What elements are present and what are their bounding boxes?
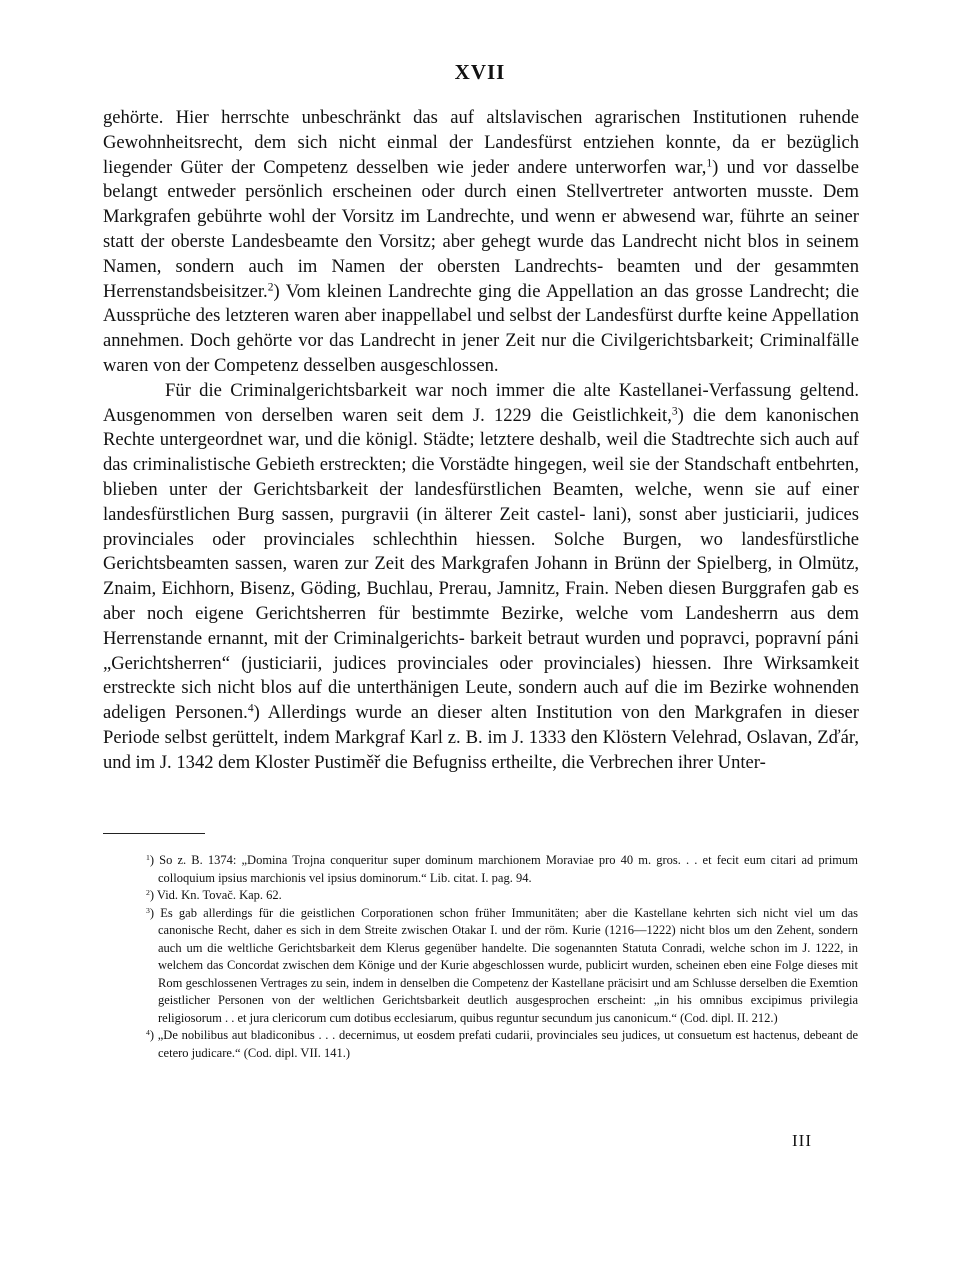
footnote-ref-4: 4 — [247, 702, 254, 715]
footnote-text: ) „De nobilibus aut bladiconibus . . . decernimus, ut eosdem prefati cudarii, provinciales seu judices, ut consuetum est hactenus, debeant de cetero judicare.“ (Cod. dipl. VII. 141.) — [149, 1028, 858, 1060]
page-number: XVII — [454, 60, 506, 84]
paragraph-2-text-a: Für die Criminalgerichtsbarkeit war noch immer die alte Kastellanei-Verfassung geltend. Ausgenommen von derselben waren seit dem J. 1229 die Geistlichkeit, — [103, 379, 859, 426]
signature-mark: III — [792, 1131, 812, 1150]
footnote-3 — [146, 905, 858, 1028]
paragraph-1-text-a: gehörte. Hier herrschte unbeschränkt das auf altslavischen agrarischen Institutionen ruhende Gewohnheitsrecht, dem sich nicht einmal der Landesfürst entziehen konnte, da er bezüglich liegender Güter der Competenz desselben wie jeder andere unterworfen war, — [103, 107, 859, 178]
footnote-separator — [103, 833, 205, 834]
footnote-ref-2: 2 — [267, 281, 274, 294]
paragraph-1-text-b: ) und vor dasselbe belangt entweder persönlich erscheinen oder durch einen Stellvertreter antworten musste. Dem Markgrafen gebührte wohl der Vorsitz im Landrechte, und wenn er abwesend war, führte an seiner statt der oberste Landesbeamte den Vorsitz; aber gehegt wurde das Landrecht nicht blos in seinem Namen, sondern auch im Namen der obersten Landrechts- beamten und der gesammten Herrenstandsbeisitzer. — [103, 156, 859, 302]
paragraph-1-text-c: ) Vom kleinen Landrechte ging die Appellation an das grosse Landrecht; die Aussprüche des letzteren waren aber inappellabel und selbst der Landesfürst durfte keine Appellation annehmen. Doch gehörte vor das Landrecht in jener Zeit nur die Civilgerichtsbarkeit; Criminalfälle waren von der Competenz desselben ausgeschlossen. — [103, 280, 859, 376]
footnotes — [146, 852, 858, 1062]
footnote-mark: 3 — [146, 905, 150, 915]
paragraph-2-text-b: ) die dem kanonischen Rechte untergeordnet war, und die königl. Städte; letztere deshalb, weil die Stadtrechte sich auch auf das criminalistische Gebieth erstreckten; die Vorstädte hingegen, weil sie der Standschaft entbehrten, blieben unter der Gerichtsbarkeit der landesfürstlichen Beamten, welche, wenn sie auf einer landesfürstlichen Burg sassen, purgravii (in älterer Zeit castel- lani), sonst aber justiciarii, judices provinciales oder provinciales schlechthin hiessen. Solche Burgen, wo landesfürstliche Gerichtsbeamten sassen, waren zur Zeit des Markgrafen Johann in Brünn der Spielberg, in Olmütz, Znaim, Eichhorn, Bisenz, Göding, Buchlau, Prerau, Jamnitz, Frain. Neben diesen Burggrafen gab es aber noch eigene Gerichtsherren für bestimmte Bezirke, welche vom Landesherrn aus dem Herrenstande ernannt, mit der Criminalgerichts- barkeit betraut wurden und popravci, popravní páni „Gerichtsherren“ (justiciarii, judices provinciales oder provinciales) hiessen. Ihre Wirksamkeit erstreckte sich nicht blos auf die unterthänigen Leute, sondern auch auf die im Bezirke wohnenden adeligen Personen. — [103, 404, 859, 724]
paragraph-1 — [103, 106, 859, 379]
footnote-mark: 1 — [146, 852, 150, 862]
footnote-ref-1: 1 — [706, 157, 713, 170]
footnote-mark: 4 — [146, 1027, 150, 1037]
footnote-1 — [146, 852, 858, 887]
paragraph-2 — [103, 379, 859, 776]
footnote-mark: 2 — [146, 887, 150, 897]
footnote-4 — [146, 1027, 858, 1062]
paragraph-2-text-c: ) Allerdings wurde an dieser alten Institution von den Markgrafen in dieser Periode selbst gerüttelt, indem Markgraf Karl z. B. im J. 1333 den Klöstern Velehrad, Oslavan, Zďár, und im J. 1342 dem Kloster Pustiměř die Befugniss ertheilte, die Verbrechen ihrer Unter- — [103, 702, 860, 773]
footnote-text: ) So z. B. 1374: „Domina Trojna conqueritur super dominum marchionem Moraviae pro 40 m. gros. . . et fecit eum citari ad primum colloquium ipsius marchionis vel ipsius dominorum.“ Lib. citat. I. pag. 94. — [149, 853, 858, 885]
footnote-text: ) Vid. Kn. Tovač. Kap. 62. — [149, 888, 282, 902]
body-text — [103, 106, 859, 776]
footnote-text: ) Es gab allerdings für die geistlichen Corporationen schon früher Immunitäten; aber die Kastellane kehrten sich nicht viel um das canonische Recht, daher es sich in dem Streite zwischen Otakar I. und der röm. Kurie (1216—1222) nicht blos um den Zehent, sondern auch um die weltliche Gerichtsbarkeit dem Klerus gegenüber handelte. Die sogenannten Statuta Conradi, welche schon im J. 1222, in welchem das Concordat zwischen dem Könige und der Kurie abgeschlossen wurde, publicirt wurden, scheinen eben eine Folge dieses mit Rom geschlossenen Vertrages zu sein, indem in denselben die Competenz der Kastellane präcisirt und am Schlusse derselben die Exemtion geistlicher Personen von der weltlichen Gerichtsbarkeit deutlich ausgesprochen erscheint: „in his omnibus excipimus privilegia religiosorum . . et jura clericorum cum dotibus ecclesiarum, quibus reguntur secundum jus canonicum.“ (Cod. dipl. II. 212.) — [149, 905, 858, 1025]
footnote-ref-3: 3 — [671, 405, 678, 418]
footnote-2 — [146, 887, 858, 905]
